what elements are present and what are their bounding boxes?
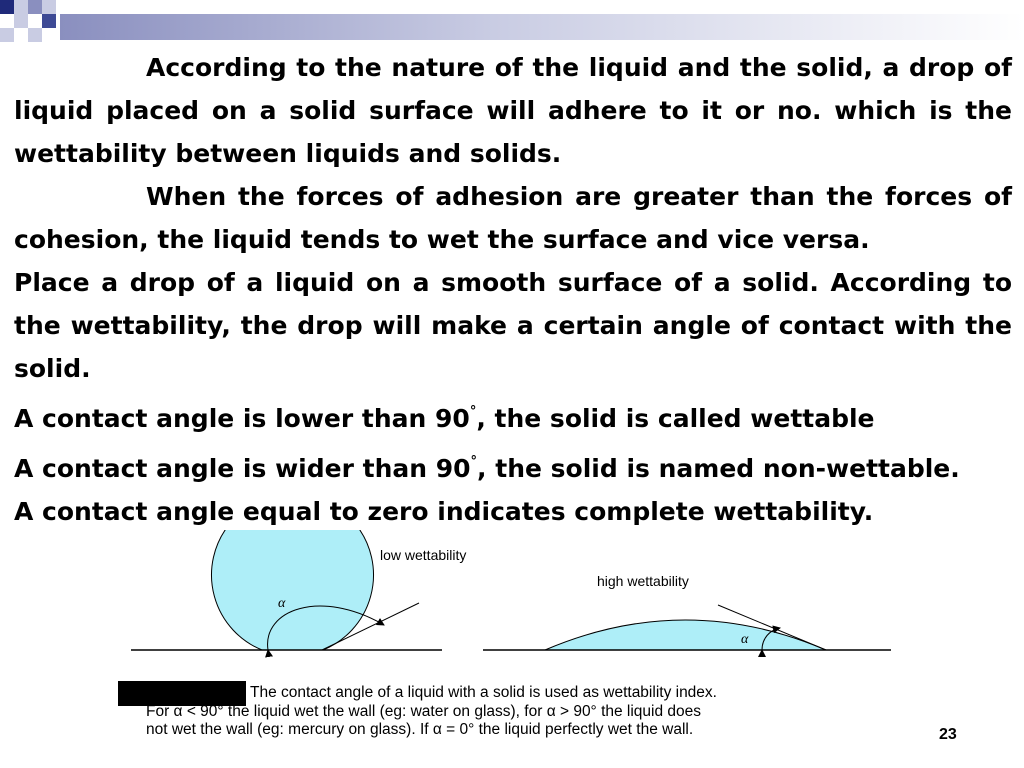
high-wettability-drop [545, 620, 826, 650]
deco-square [42, 14, 56, 28]
deco-square [28, 0, 42, 14]
figure-caption [146, 684, 906, 740]
deco-square [0, 28, 14, 42]
title-gradient-bar [60, 14, 1024, 40]
paragraph-adhesion: When the forces of adhesion are greater than the forces of cohesion, the liquid tends to wet the surface and vice versa. [14, 182, 1012, 254]
text: , the solid is named non-wettable. [477, 454, 960, 483]
deco-square [14, 14, 28, 28]
caption-line: For α < 90° the liquid wet the wall (eg: water on glass), for α > 90° the liquid does [146, 702, 702, 720]
caption-line: not wet the wall (eg: mercury on glass). If α = 0° the liquid perfectly wet the wall. [146, 721, 694, 738]
caption-line: The contact angle of a liquid with a solid is used as wettability index. [250, 684, 717, 701]
deco-square [0, 0, 14, 14]
line-wettable [14, 390, 1012, 440]
low-wettability-label: low wettability [380, 547, 467, 563]
degree-symbol: ° [469, 404, 477, 419]
text: A contact angle is lower than 90 [14, 404, 470, 433]
text: , the solid is called wettable [476, 404, 875, 433]
degree-symbol: ° [470, 454, 478, 469]
line-non-wettable [14, 440, 1012, 490]
alpha-label: α [741, 632, 749, 647]
deco-square [42, 0, 56, 14]
deco-square [28, 28, 42, 42]
text: A contact angle is wider than 90 [14, 454, 471, 483]
line-complete-wettability: A contact angle equal to zero indicates complete wettability. [14, 497, 874, 526]
paragraph-contact-angle: Place a drop of a liquid on a smooth surface of a solid. According to the wettability, the drop will make a certain angle of contact with the solid. [14, 268, 1012, 383]
low-wettability-drop [212, 530, 374, 650]
alpha-label: α [278, 596, 286, 611]
page-number: 23 [939, 726, 957, 743]
deco-square [14, 0, 28, 14]
slide-body [14, 46, 1012, 533]
slide-decoration [0, 0, 1024, 50]
high-wettability-label: high wettability [597, 573, 689, 589]
paragraph-nature: According to the nature of the liquid and the solid, a drop of liquid placed on a solid surface will adhere to it or no. which is the wettability between liquids and solids. [14, 53, 1012, 168]
